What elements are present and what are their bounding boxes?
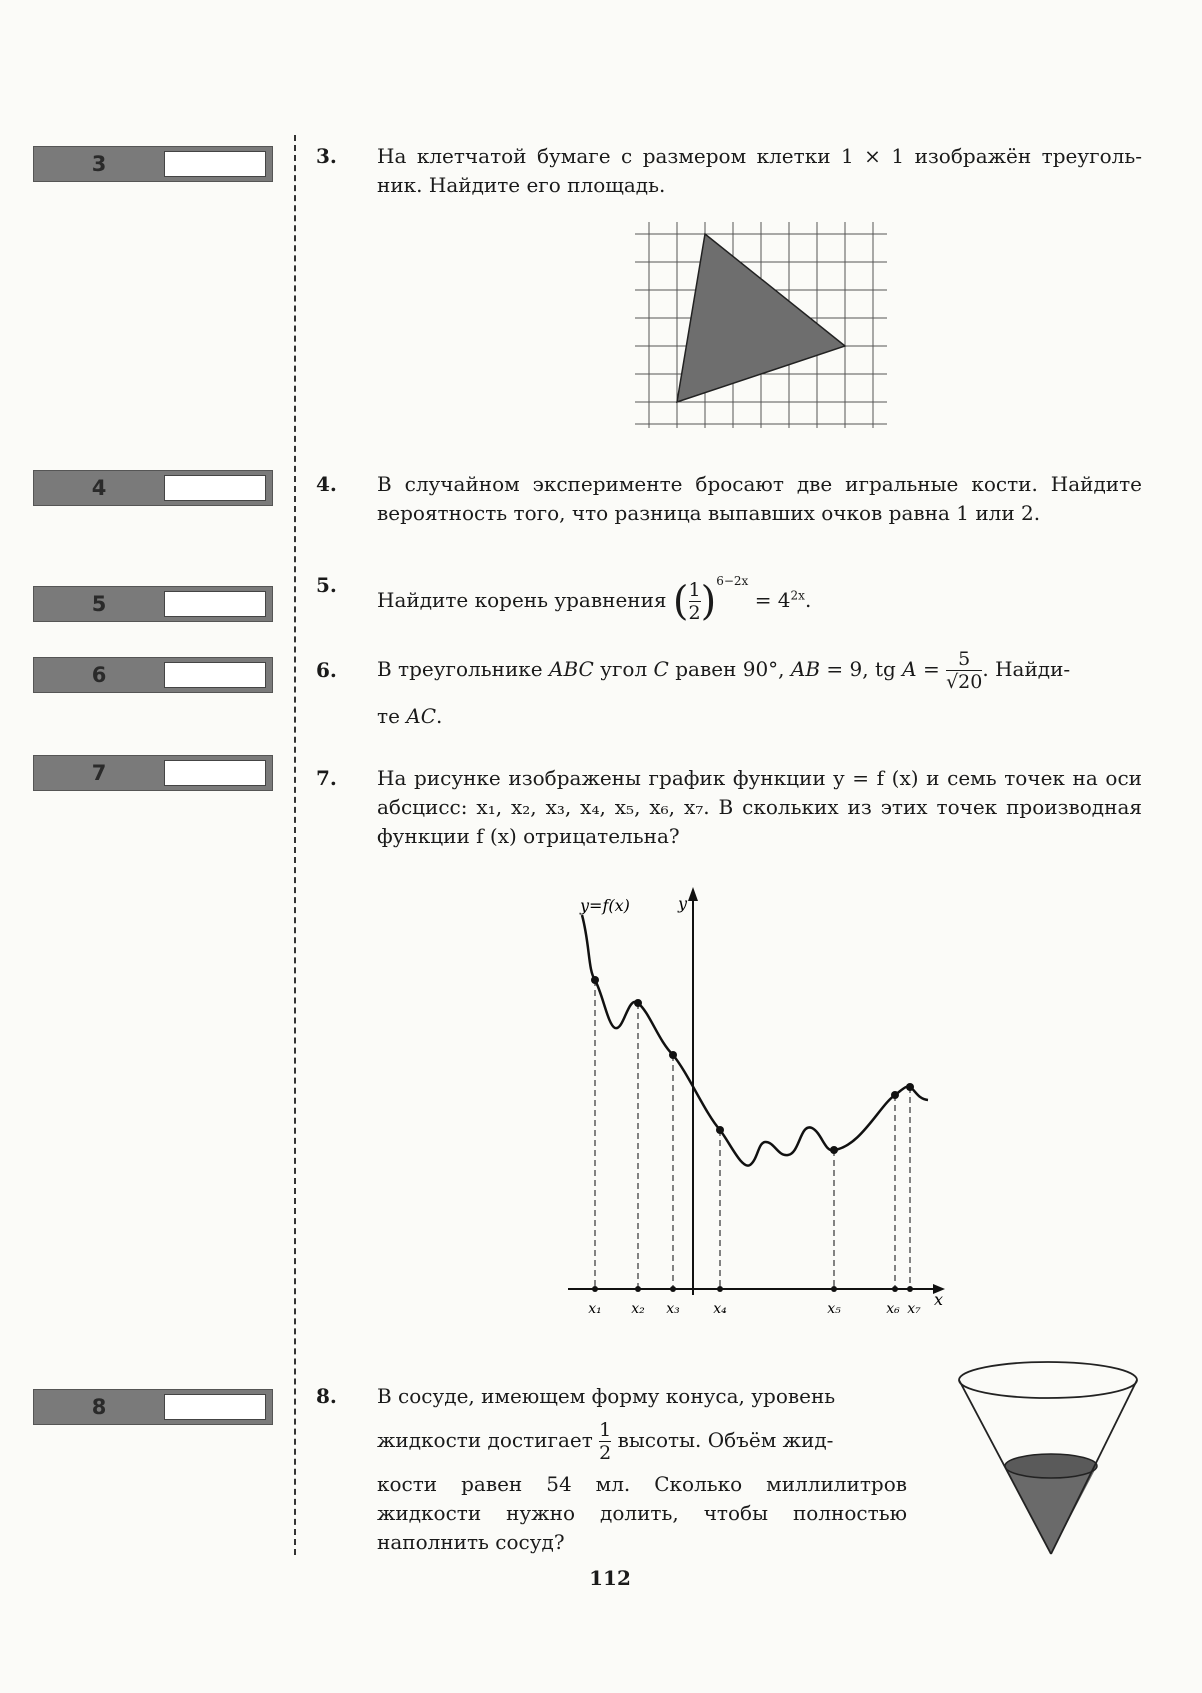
curve-point-x7 (906, 1083, 914, 1091)
problem-8-text (377, 1382, 907, 1557)
p8-line3: кости равен 54 мл. Сколько миллилитров жидкости нужно долить, чтобы полностью наполнить сосуд? (377, 1472, 907, 1554)
y-axis-label: y (678, 894, 688, 913)
text: = (916, 657, 947, 681)
curve-point-x6 (891, 1091, 899, 1099)
frac-num: 1 (688, 579, 701, 601)
guide-lines (595, 980, 910, 1289)
var: C (653, 657, 669, 681)
text: В треугольнике (377, 657, 549, 681)
frac-den: √20 (946, 671, 983, 693)
text: . (436, 704, 443, 728)
frac-num: 5 (958, 648, 971, 670)
problem-4-text: В случайном эксперименте бросают две игральные кости. Найдите вероятность того, что разница выпавших очков равна 1 или 2. (377, 472, 1142, 525)
point-label-x6: x₆ (886, 1301, 900, 1315)
triangle-grid-figure (635, 222, 887, 428)
answer-box-7 (33, 755, 273, 791)
answer-field[interactable] (164, 591, 266, 617)
text: . Найди- (982, 657, 1071, 681)
var: ABC (549, 657, 594, 681)
answer-box-4 (33, 470, 273, 506)
curve-point-x4 (716, 1126, 724, 1134)
answer-box-number: 4 (91, 476, 107, 500)
problem-5-number: 5. (316, 573, 337, 597)
answer-field[interactable] (164, 760, 266, 786)
answer-box-number: 5 (91, 592, 107, 616)
var: AC (406, 704, 437, 728)
problem-8-number: 8. (316, 1384, 337, 1408)
period: . (804, 588, 812, 612)
problem-3-number: 3. (316, 144, 337, 168)
page-number: 112 (589, 1566, 631, 1590)
point-label-x7: x₇ (907, 1301, 921, 1315)
function-graph (560, 885, 960, 1315)
problem-5-text: Найдите корень уравнения ( $\frac{1}{2}$ )$^{6-2x} = 4^{2x}$. (377, 574, 812, 625)
problem-6-number: 6. (316, 658, 337, 682)
liquid-surface (1005, 1454, 1097, 1478)
point-label-x5: x₅ (827, 1301, 841, 1315)
rhs: = 4 (754, 588, 791, 612)
answer-box-number: 7 (91, 761, 107, 785)
frac-den: 2 (688, 602, 701, 624)
answer-box-number: 6 (91, 663, 107, 687)
text: те (377, 704, 407, 728)
p8-line2 (377, 1417, 907, 1464)
text: угол (593, 657, 654, 681)
problem-5-prefix: Найдите корень уравнения (377, 588, 667, 612)
var: AB (790, 657, 821, 681)
var: A (902, 657, 917, 681)
answer-field[interactable] (164, 475, 266, 501)
exponent: 6−2x (716, 574, 749, 588)
answer-box-3 (33, 146, 273, 182)
curve-point-x2 (634, 999, 642, 1007)
problem-6-text (377, 646, 1142, 739)
curve-point-x1 (591, 976, 599, 984)
point-label-x4: x₄ (713, 1301, 727, 1315)
answer-box-5 (33, 586, 273, 622)
problem-4-number: 4. (316, 472, 337, 496)
problem-3-text: На клетчатой бумаге с размером клетки 1 × 1 изображён треуголь-ник. Найдите его площадь. (377, 144, 1142, 197)
point-label-x1: x₁ (588, 1301, 602, 1315)
problem-7-text: На рисунке изображены график функции y = f (x) и семь точек на оси абсцисс: x₁, x₂, x₃, x₄, x₅, x₆, x₇. В скольких из этих точек производная функции f (x) отрицательна? (377, 766, 1142, 848)
curve-label: y=f(x) (580, 896, 630, 915)
frac-den: 2 (599, 1442, 612, 1464)
cone-rim (959, 1362, 1137, 1398)
point-label-x3: x₃ (666, 1301, 680, 1315)
liquid (1005, 1466, 1097, 1554)
answer-box-number: 3 (91, 152, 107, 176)
text: жидкости достигает (377, 1428, 593, 1452)
answer-box-6 (33, 657, 273, 693)
function-curve (582, 915, 928, 1166)
curve-point-x5 (830, 1146, 838, 1154)
x-axis-label: x (934, 1290, 944, 1309)
text: = 9, tg (820, 657, 903, 681)
answer-field[interactable] (164, 1394, 266, 1420)
fraction (599, 1419, 611, 1464)
answer-box-8 (33, 1389, 273, 1425)
point-label-x2: x₂ (631, 1301, 645, 1315)
answer-field[interactable] (164, 151, 266, 177)
rhs-exponent: 2x (790, 588, 805, 603)
curve-point-x3 (669, 1051, 677, 1059)
text: равен 90°, (668, 657, 791, 681)
y-axis-arrow (688, 887, 698, 901)
cone-figure (955, 1358, 1141, 1560)
answer-box-number: 8 (91, 1395, 107, 1419)
fraction (946, 648, 982, 693)
frac-num: 1 (599, 1419, 612, 1441)
problem-7-number: 7. (316, 766, 337, 790)
text: высоты. Объём жид- (617, 1428, 834, 1452)
cut-line (294, 135, 296, 1555)
fraction (689, 579, 701, 624)
answer-field[interactable] (164, 662, 266, 688)
p8-line1: В сосуде, имеющем форму конуса, уровень (377, 1384, 836, 1408)
